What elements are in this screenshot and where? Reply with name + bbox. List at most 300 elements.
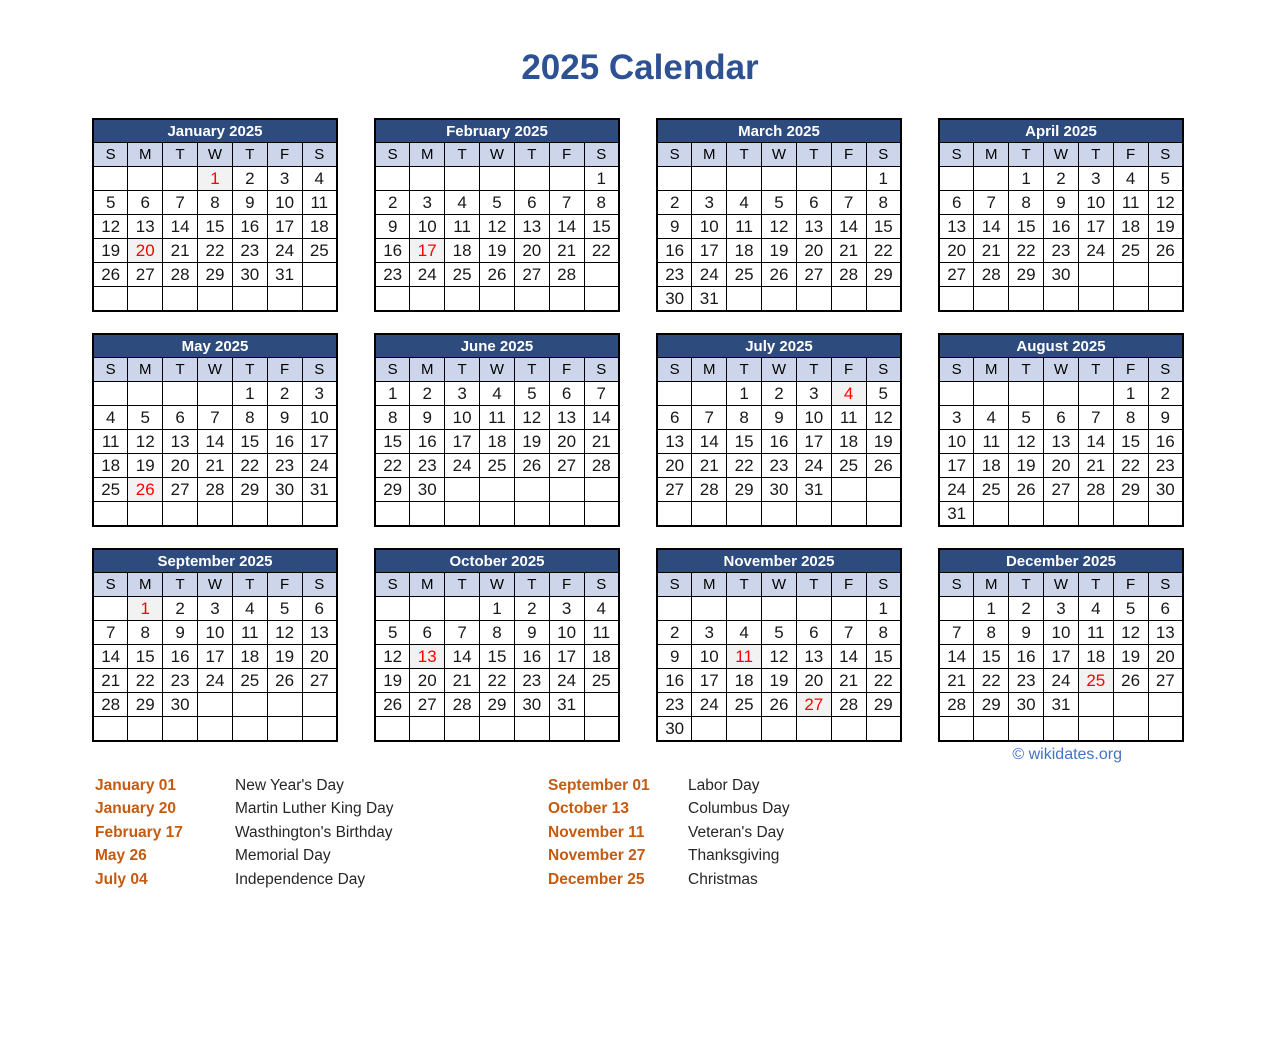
month-october-2025 [374, 548, 620, 742]
day-cell: 12 [93, 215, 128, 239]
day-cell [232, 287, 267, 312]
day-cell: 13 [939, 215, 974, 239]
day-cell: 19 [93, 239, 128, 263]
day-cell: 29 [866, 263, 901, 287]
day-cell: 23 [267, 454, 302, 478]
day-cell: 28 [163, 263, 198, 287]
day-cell [1113, 287, 1148, 312]
day-cell: 2 [163, 597, 198, 621]
day-cell: 17 [302, 430, 337, 454]
day-cell [796, 717, 831, 742]
day-cell: 10 [692, 215, 727, 239]
day-cell: 2 [410, 382, 445, 406]
weekday-header: F [1113, 143, 1148, 167]
day-cell: 30 [232, 263, 267, 287]
day-cell: 10 [796, 406, 831, 430]
day-cell: 16 [514, 645, 549, 669]
day-cell [1078, 502, 1113, 527]
holiday-name: Thanksgiving [688, 847, 780, 865]
day-cell: 23 [232, 239, 267, 263]
weekday-header: M [128, 358, 163, 382]
weekday-header: W [198, 573, 233, 597]
day-cell [375, 717, 410, 742]
day-cell [866, 717, 901, 742]
day-cell: 9 [163, 621, 198, 645]
day-cell [831, 502, 866, 527]
day-cell: 17 [692, 239, 727, 263]
day-cell [445, 167, 480, 191]
day-cell: 30 [1148, 478, 1183, 502]
day-cell: 9 [1148, 406, 1183, 430]
day-cell [727, 597, 762, 621]
holiday-row [548, 868, 790, 891]
weekday-header: S [866, 358, 901, 382]
month-may-2025 [92, 333, 338, 527]
day-cell [1148, 287, 1183, 312]
weekday-header: S [939, 573, 974, 597]
month-title: January 2025 [93, 119, 337, 143]
day-cell: 14 [939, 645, 974, 669]
day-cell [1148, 693, 1183, 717]
day-cell: 16 [1009, 645, 1044, 669]
month-title: October 2025 [375, 549, 619, 573]
day-cell [692, 717, 727, 742]
day-cell: 23 [1044, 239, 1079, 263]
day-cell: 28 [939, 693, 974, 717]
day-cell [445, 478, 480, 502]
day-cell: 26 [267, 669, 302, 693]
day-cell [657, 597, 692, 621]
weekday-header: T [796, 573, 831, 597]
weekday-header: M [128, 573, 163, 597]
day-cell: 2 [1148, 382, 1183, 406]
day-cell: 28 [974, 263, 1009, 287]
day-cell: 9 [267, 406, 302, 430]
day-cell: 25 [1113, 239, 1148, 263]
month-title: December 2025 [939, 549, 1183, 573]
day-cell: 3 [692, 191, 727, 215]
day-cell: 30 [163, 693, 198, 717]
day-cell: 8 [375, 406, 410, 430]
day-cell: 18 [445, 239, 480, 263]
day-cell: 28 [1078, 478, 1113, 502]
day-cell: 28 [584, 454, 619, 478]
weekday-header: S [302, 573, 337, 597]
day-cell: 28 [549, 263, 584, 287]
weekday-header: T [1009, 143, 1044, 167]
day-cell: 8 [480, 621, 515, 645]
weekday-header: S [657, 358, 692, 382]
day-cell: 7 [974, 191, 1009, 215]
day-cell: 23 [375, 263, 410, 287]
day-cell: 29 [866, 693, 901, 717]
day-cell: 8 [198, 191, 233, 215]
holiday-row [95, 797, 548, 820]
day-cell: 28 [831, 693, 866, 717]
day-cell: 17 [267, 215, 302, 239]
weekday-header: T [514, 573, 549, 597]
day-cell: 31 [267, 263, 302, 287]
day-cell: 3 [692, 621, 727, 645]
day-cell: 2 [514, 597, 549, 621]
day-cell: 20 [657, 454, 692, 478]
day-cell [514, 287, 549, 312]
month-title: November 2025 [657, 549, 901, 573]
day-cell: 11 [302, 191, 337, 215]
day-cell: 24 [267, 239, 302, 263]
day-cell: 11 [727, 215, 762, 239]
day-cell: 22 [866, 239, 901, 263]
day-cell: 27 [657, 478, 692, 502]
day-cell: 3 [1044, 597, 1079, 621]
weekday-header: M [692, 358, 727, 382]
day-cell: 3 [549, 597, 584, 621]
day-cell: 3 [267, 167, 302, 191]
holiday-row [548, 844, 790, 867]
month-title: February 2025 [375, 119, 619, 143]
day-cell [1009, 717, 1044, 742]
day-cell: 5 [514, 382, 549, 406]
weekday-header: F [831, 358, 866, 382]
day-cell [375, 597, 410, 621]
day-cell: 31 [1044, 693, 1079, 717]
weekday-header: S [302, 358, 337, 382]
copyright-link[interactable]: © wikidates.org [1012, 746, 1122, 763]
weekday-header: F [549, 143, 584, 167]
day-cell [198, 287, 233, 312]
day-cell: 16 [1148, 430, 1183, 454]
day-cell [128, 382, 163, 406]
day-cell: 19 [480, 239, 515, 263]
day-cell: 22 [1113, 454, 1148, 478]
day-cell: 16 [657, 239, 692, 263]
day-cell: 10 [939, 430, 974, 454]
day-cell: 13 [128, 215, 163, 239]
day-cell: 24 [198, 669, 233, 693]
weekday-header: T [727, 143, 762, 167]
day-cell [1078, 263, 1113, 287]
weekday-header: F [267, 358, 302, 382]
day-cell: 7 [93, 621, 128, 645]
day-cell: 29 [974, 693, 1009, 717]
day-cell [375, 167, 410, 191]
day-cell: 15 [128, 645, 163, 669]
day-cell: 26 [514, 454, 549, 478]
day-cell: 9 [657, 645, 692, 669]
day-cell: 26 [866, 454, 901, 478]
weekday-header: S [939, 143, 974, 167]
day-cell [762, 502, 797, 527]
day-cell: 24 [445, 454, 480, 478]
day-cell [302, 502, 337, 527]
holiday-name: Memorial Day [235, 847, 331, 865]
day-cell: 12 [375, 645, 410, 669]
day-cell: 20 [549, 430, 584, 454]
day-cell: 3 [302, 382, 337, 406]
weekday-header: M [692, 143, 727, 167]
holiday-row [95, 844, 548, 867]
day-cell: 21 [445, 669, 480, 693]
day-cell: 23 [514, 669, 549, 693]
day-cell [974, 717, 1009, 742]
day-cell: 16 [163, 645, 198, 669]
day-cell: 21 [692, 454, 727, 478]
day-cell: 5 [93, 191, 128, 215]
day-cell: 1 [866, 167, 901, 191]
day-cell: 19 [762, 669, 797, 693]
day-cell: 12 [480, 215, 515, 239]
weekday-header: S [1148, 143, 1183, 167]
day-cell: 25 [831, 454, 866, 478]
day-cell: 16 [410, 430, 445, 454]
day-cell: 20 [302, 645, 337, 669]
day-cell: 27 [549, 454, 584, 478]
day-cell: 8 [727, 406, 762, 430]
day-cell [128, 167, 163, 191]
day-cell: 2 [657, 191, 692, 215]
day-cell: 2 [657, 621, 692, 645]
day-cell [375, 502, 410, 527]
day-cell [657, 382, 692, 406]
day-cell: 17 [692, 669, 727, 693]
holiday-date: May 26 [95, 847, 147, 865]
day-cell [445, 287, 480, 312]
day-cell: 1 [375, 382, 410, 406]
month-august-2025 [938, 333, 1184, 527]
day-cell: 26 [762, 693, 797, 717]
day-cell: 14 [584, 406, 619, 430]
day-cell: 18 [93, 454, 128, 478]
day-cell: 19 [1009, 454, 1044, 478]
day-cell: 14 [163, 215, 198, 239]
months-grid [92, 118, 1280, 742]
day-cell: 22 [375, 454, 410, 478]
day-cell [410, 597, 445, 621]
weekday-header: W [198, 143, 233, 167]
weekday-header: S [93, 358, 128, 382]
day-cell: 10 [1078, 191, 1113, 215]
weekday-header: W [762, 143, 797, 167]
month-title: September 2025 [93, 549, 337, 573]
weekday-header: F [1113, 573, 1148, 597]
day-cell: 27 [939, 263, 974, 287]
day-cell: 30 [657, 287, 692, 312]
day-cell [727, 502, 762, 527]
day-cell [831, 597, 866, 621]
weekday-header: S [584, 573, 619, 597]
day-cell [1044, 502, 1079, 527]
day-cell: 9 [1009, 621, 1044, 645]
day-cell [93, 382, 128, 406]
day-cell: 26 [1009, 478, 1044, 502]
weekday-header: F [1113, 358, 1148, 382]
day-cell: 15 [584, 215, 619, 239]
day-cell: 6 [1148, 597, 1183, 621]
day-cell: 25 [232, 669, 267, 693]
holiday-column-left [95, 774, 548, 891]
day-cell: 2 [375, 191, 410, 215]
day-cell: 10 [267, 191, 302, 215]
holiday-name: Labor Day [688, 777, 760, 794]
day-cell: 3 [445, 382, 480, 406]
day-cell: 5 [128, 406, 163, 430]
day-cell: 10 [198, 621, 233, 645]
day-cell [93, 597, 128, 621]
weekday-header: S [866, 573, 901, 597]
day-cell: 22 [480, 669, 515, 693]
day-cell [831, 167, 866, 191]
day-cell [480, 167, 515, 191]
day-cell: 5 [1009, 406, 1044, 430]
day-cell: 11 [584, 621, 619, 645]
month-title: June 2025 [375, 334, 619, 358]
holiday-row [548, 821, 790, 844]
day-cell: 10 [445, 406, 480, 430]
day-cell: 8 [1009, 191, 1044, 215]
day-cell [232, 717, 267, 742]
day-cell: 1 [974, 597, 1009, 621]
holiday-date: November 27 [548, 847, 646, 865]
day-cell [445, 717, 480, 742]
day-cell: 13 [1148, 621, 1183, 645]
month-june-2025 [374, 333, 620, 527]
weekday-header: T [163, 573, 198, 597]
day-cell: 27 [163, 478, 198, 502]
day-cell [584, 502, 619, 527]
day-cell [974, 382, 1009, 406]
month-title: April 2025 [939, 119, 1183, 143]
day-cell: 7 [584, 382, 619, 406]
day-cell: 9 [762, 406, 797, 430]
day-cell [1148, 717, 1183, 742]
weekday-header: T [232, 358, 267, 382]
day-cell: 9 [232, 191, 267, 215]
day-cell: 10 [692, 645, 727, 669]
day-cell [410, 717, 445, 742]
day-cell: 11 [1113, 191, 1148, 215]
day-cell: 14 [445, 645, 480, 669]
day-cell [198, 717, 233, 742]
day-cell: 25 [93, 478, 128, 502]
day-cell: 27 [410, 693, 445, 717]
day-cell: 30 [514, 693, 549, 717]
holiday-name: Christmas [688, 870, 758, 888]
month-november-2025 [656, 548, 902, 742]
day-cell: 30 [762, 478, 797, 502]
day-cell: 11 [831, 406, 866, 430]
day-cell: 3 [410, 191, 445, 215]
weekday-header: W [480, 573, 515, 597]
day-cell: 23 [1148, 454, 1183, 478]
day-cell: 20 [796, 669, 831, 693]
holiday-name: Independence Day [235, 870, 366, 888]
weekday-header: T [445, 573, 480, 597]
day-cell: 22 [198, 239, 233, 263]
day-cell: 18 [727, 669, 762, 693]
day-cell: 18 [1113, 215, 1148, 239]
day-cell: 14 [93, 645, 128, 669]
day-cell [1044, 717, 1079, 742]
weekday-header: S [866, 143, 901, 167]
day-cell: 13 [514, 215, 549, 239]
day-cell [762, 287, 797, 312]
month-february-2025 [374, 118, 620, 312]
day-cell: 26 [1148, 239, 1183, 263]
month-january-2025 [92, 118, 338, 312]
day-cell: 11 [480, 406, 515, 430]
day-cell [831, 717, 866, 742]
day-cell [549, 502, 584, 527]
day-cell: 7 [198, 406, 233, 430]
day-cell: 13 [410, 645, 445, 669]
day-cell [410, 167, 445, 191]
day-cell: 4 [1078, 597, 1113, 621]
day-cell: 21 [163, 239, 198, 263]
day-cell: 25 [584, 669, 619, 693]
weekday-header: S [375, 143, 410, 167]
day-cell: 20 [410, 669, 445, 693]
day-cell: 12 [1009, 430, 1044, 454]
day-cell [866, 287, 901, 312]
weekday-header: T [1078, 358, 1113, 382]
day-cell: 7 [1078, 406, 1113, 430]
holiday-row [548, 774, 790, 797]
day-cell: 29 [128, 693, 163, 717]
day-cell [939, 287, 974, 312]
day-cell [796, 167, 831, 191]
day-cell [198, 382, 233, 406]
day-cell: 5 [375, 621, 410, 645]
day-cell: 18 [974, 454, 1009, 478]
day-cell: 29 [1113, 478, 1148, 502]
day-cell: 27 [302, 669, 337, 693]
day-cell: 28 [445, 693, 480, 717]
day-cell: 21 [831, 669, 866, 693]
day-cell [939, 167, 974, 191]
day-cell: 20 [163, 454, 198, 478]
weekday-header: F [549, 358, 584, 382]
day-cell: 4 [1113, 167, 1148, 191]
weekday-header: M [410, 573, 445, 597]
holiday-column-right [548, 774, 790, 891]
day-cell [302, 693, 337, 717]
weekday-header: M [974, 358, 1009, 382]
day-cell [584, 478, 619, 502]
day-cell [1009, 502, 1044, 527]
day-cell: 30 [410, 478, 445, 502]
day-cell: 13 [549, 406, 584, 430]
holiday-row [548, 797, 790, 820]
holiday-date: September 01 [548, 777, 650, 794]
day-cell: 31 [796, 478, 831, 502]
day-cell: 5 [267, 597, 302, 621]
day-cell: 24 [1044, 669, 1079, 693]
day-cell: 7 [831, 191, 866, 215]
day-cell [198, 502, 233, 527]
holiday-list [95, 774, 1280, 891]
day-cell [549, 167, 584, 191]
day-cell: 24 [302, 454, 337, 478]
weekday-header: S [93, 143, 128, 167]
day-cell: 17 [198, 645, 233, 669]
day-cell [93, 287, 128, 312]
day-cell: 23 [1009, 669, 1044, 693]
day-cell: 1 [866, 597, 901, 621]
weekday-header: T [796, 143, 831, 167]
day-cell [727, 287, 762, 312]
day-cell: 9 [410, 406, 445, 430]
day-cell: 8 [232, 406, 267, 430]
